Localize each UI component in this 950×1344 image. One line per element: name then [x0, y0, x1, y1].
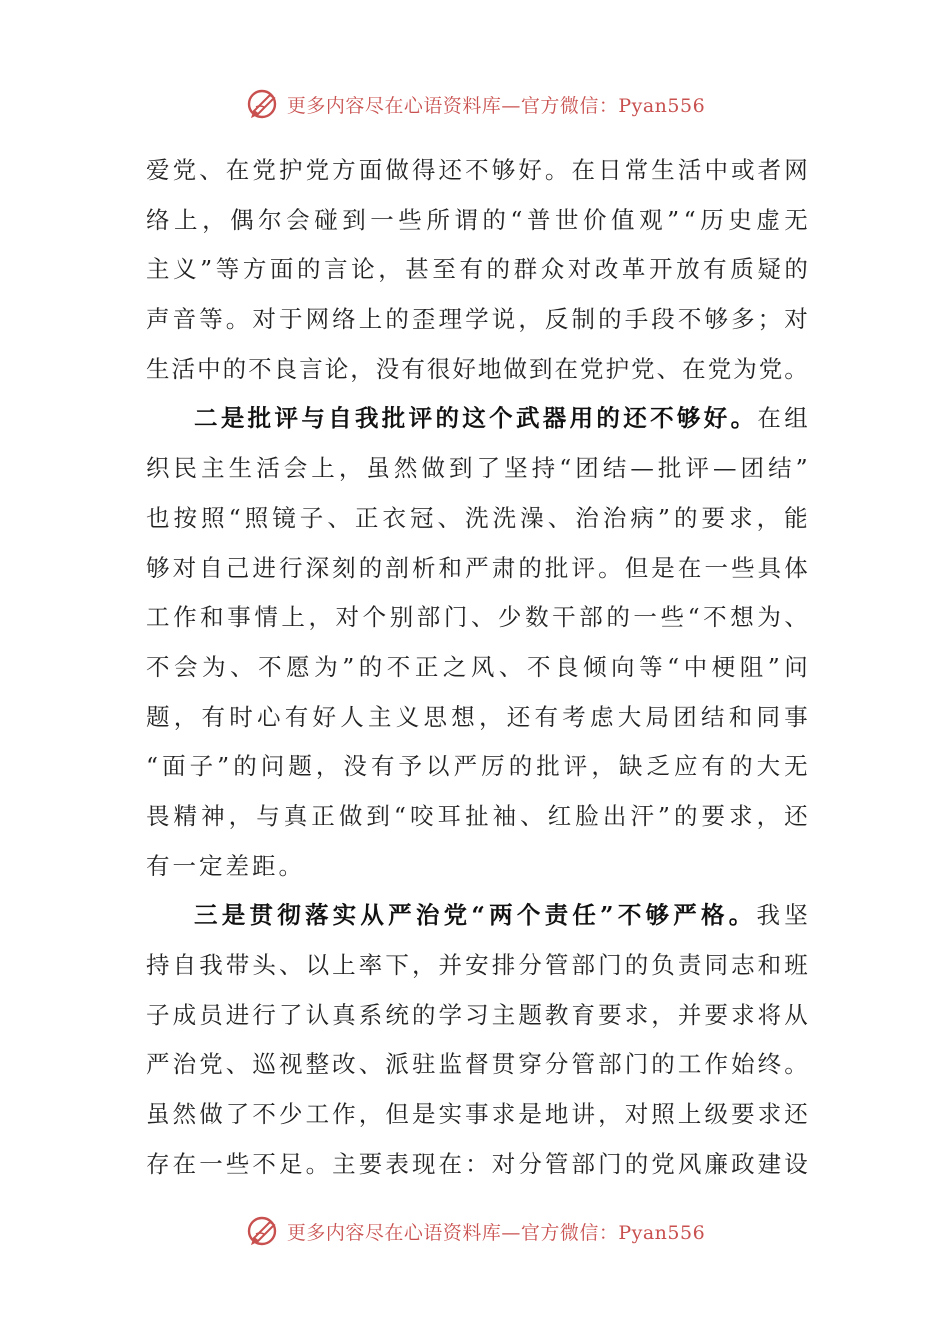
text-line: 虽 然 做 了 不 少 工 作 ， 但 是 实 事 求 是 地 讲 ， 对 照 上 级 要 求 还: [146, 1100, 808, 1129]
header-banner-text: 更多内容尽在心语资料库—官方微信：Pyan556: [286, 94, 706, 117]
footer-banner: [0, 1211, 950, 1251]
text-line: 够 对 自 己 进 行 深 刻 的 剖 析 和 严 肃 的 批 评 。 但 是 在 一 些 具 体: [146, 553, 808, 582]
text-line: 爱 党 、 在 党 护 党 方 面 做 得 还 不 够 好 。 在 日 常 生 活 中 或 者 网: [146, 156, 808, 184]
text-line: 也 按 照 “ 照 镜 子 、 正 衣 冠 、 洗 洗 澡 、 治 治 病 ” 的 要 求 ， 能: [146, 503, 808, 532]
text-line: 严 治 党 、 巡 视 整 改 、 派 驻 监 督 贯 穿 分 管 部 门 的 工 作 始 终 。: [146, 1050, 808, 1079]
text-line: 有 一 定 差 距 。: [146, 851, 305, 880]
text-line: 畏 精 神 ， 与 真 正 做 到 “ 咬 耳 扯 袖 、 红 脸 出 汗 ” 的 要 求 ， 还: [146, 801, 808, 830]
text-line: 持 自 我 带 头 、 以 上 率 下 ， 并 安 排 分 管 部 门 的 负 责 同 志 和 班: [146, 951, 808, 979]
text-line: 不 会 为 、 不 愿 为 ” 的 不 正 之 风 、 不 良 倾 向 等 “ 中 梗 阻 ” 问: [146, 652, 808, 681]
text-line: 主 义 ” 等 方 面 的 言 论 ， 甚 至 有 的 群 众 对 改 革 开 放 有 质 疑 的: [146, 255, 808, 284]
text-line: 生 活 中 的 不 良 言 论 ， 没 有 很 好 地 做 到 在 党 护 党 、 在 党 为 党 。: [146, 354, 808, 383]
text-line: 子 成 员 进 行 了 认 真 系 统 的 学 习 主 题 教 育 要 求 ， 并 要 求 将 从: [146, 1000, 808, 1029]
text-line: 工 作 和 事 情 上 ， 对 个 别 部 门 、 少 数 干 部 的 一 些 “ 不 想 为 、: [146, 603, 808, 632]
pen-logo-icon: [245, 1213, 281, 1249]
header-banner: [0, 84, 950, 124]
text-line: 题 ， 有 时 心 有 好 人 主 义 思 想 ， 还 有 考 虑 大 局 团 结 和 同 事: [146, 702, 808, 731]
text-line: 存 在 一 些 不 足 。 主 要 表 现 在 ： 对 分 管 部 门 的 党 风 廉 政 建 设: [146, 1149, 808, 1178]
text-line: 织 民 主 生 活 会 上 ， 虽 然 做 到 了 坚 持 “ 团 结 — 批 评 — 团 结 ”: [146, 454, 808, 483]
text-line: 二 是 批 评 与 自 我 批 评 的 这 个 武 器 用 的 还 不 够 好 。 在 组: [194, 404, 808, 433]
text-line: 声 音 等 。 对 于 网 络 上 的 歪 理 学 说 ， 反 制 的 手 段 不 够 多 ； 对: [146, 305, 808, 334]
text-line: “ 面 子 ” 的 问 题 ， 没 有 予 以 严 厉 的 批 评 ， 缺 乏 应 有 的 大 无: [146, 752, 808, 781]
text-line: 络 上 ， 偶 尔 会 碰 到 一 些 所 谓 的 “ 普 世 价 值 观 ” “ 历 史 虚 无: [146, 205, 808, 234]
footer-banner-text: 更多内容尽在心语资料库—官方微信：Pyan556: [286, 1221, 706, 1244]
document-body: [146, 146, 808, 1189]
pen-logo-icon: [245, 86, 281, 122]
text-line: 三 是 贯 彻 落 实 从 严 治 党 “ 两 个 责 任 ” 不 够 严 格 。 我 坚: [194, 901, 808, 930]
